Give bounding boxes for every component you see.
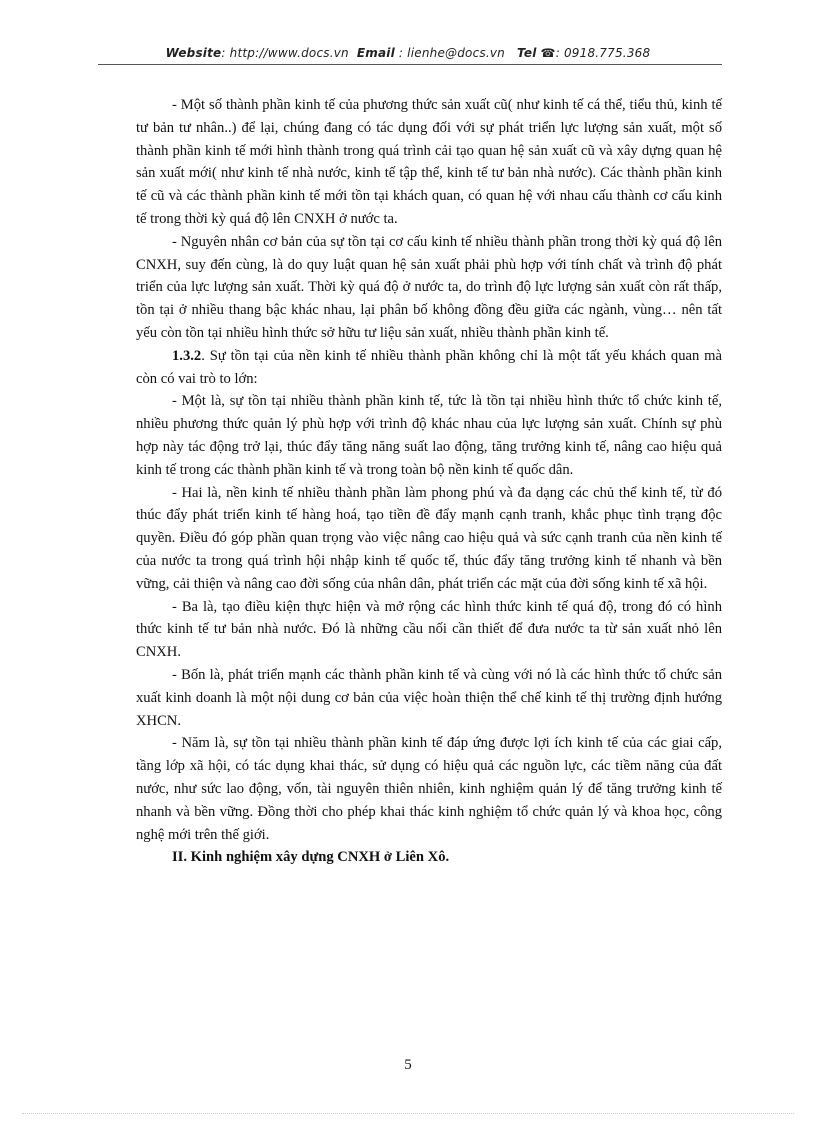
section-heading-ii: II. Kinh nghiệm xây dựng CNXH ở Liên Xô. — [172, 849, 450, 866]
role-item-2: - Hai là, nền kinh tế nhiều thành phần làm phong phú và đa dạng các chủ thể kinh tế, từ đó thúc đẩy phát triển kinh tế hàng hoá, tạo tiền đề đẩy mạnh cạnh tranh, khắc phục tình trạng độc quyền. Điều đó góp phần quan trọng vào việc nâng cao hiệu quả và sức cạnh tranh của nền kinh tế của nước ta trong quá trình hội nhập kinh tế quốc tế, thúc đẩy tăng trưởng kinh tế nhanh và bền vững, cải thiện và nâng cao đời sống của nhân dân, phát triển các mặt của đời sống kinh tế xã hội. — [136, 484, 722, 592]
section-intro: . Sự tồn tại của nền kinh tế nhiều thành phần không chỉ là một tất yếu khách quan mà còn có vai trò to lớn: — [136, 347, 722, 387]
page-header — [0, 46, 816, 60]
phone-icon: ☎ — [540, 46, 556, 60]
document-body — [136, 94, 722, 869]
paragraph-old-sectors: - Một số thành phần kinh tế của phương thức sản xuất cũ( như kinh tế cá thể, tiểu thủ, kinh tế tư bản tư nhân..) để lại, chúng đang có tác dụng đối với sự phát triển lực lượng sản xuất, một số thành phần kinh tế mới hình thành trong quá trình cải tạo quan hệ sản xuất cũ và xây dựng quan hệ sản xuất mới( như kinh tế nhà nước, kinh tế tập thể, kinh tế tư bản nhà nước). Các thành phần kinh tế cũ và các thành phần kinh tế mới tồn tại khách quan, có quan hệ với nhau cấu thành cơ cấu kinh tế trong thời kỳ quá độ lên CNXH ở nước ta. — [136, 97, 722, 227]
tel-label: Tel — [517, 46, 537, 60]
tel-number: : 0918.775.368 — [555, 46, 651, 60]
role-item-5: - Năm là, sự tồn tại nhiều thành phần kinh tế đáp ứng được lợi ích kinh tế của các giai cấp, tầng lớp xã hội, có tác dụng khai thác, sử dụng có hiệu quả các nguồn lực, các tiềm năng của đất nước, như sức lao động, vốn, tài nguyên thiên nhiên, kinh nghiệm quản lý để tăng trưởng kinh tế nhanh và bền vững. Đồng thời cho phép khai thác kinh nghiệm tổ chức quản lý và khoa học, công nghệ mới trên thế giới. — [136, 735, 722, 843]
email-label: Email — [356, 46, 395, 60]
section-number: 1.3.2 — [172, 347, 202, 364]
email-address[interactable]: : lienhe@docs.vn — [398, 46, 505, 60]
role-item-3: - Ba là, tạo điều kiện thực hiện và mở rộng các hình thức kinh tế quá độ, trong đó có hình thức kinh tế tư bản nhà nước. Đó là những cầu nối cần thiết để đưa nước ta từ sản xuất nhỏ lên CNXH. — [136, 598, 722, 661]
page-number: 5 — [404, 1057, 412, 1073]
role-item-4: - Bốn là, phát triển mạnh các thành phần kinh tế và cùng với nó là các hình thức tổ chức sản xuất kinh doanh là một nội dung cơ bản của việc hoàn thiện thể chế kinh tế thị trường định hướng XHCN. — [136, 666, 722, 729]
paragraph-root-cause: - Nguyên nhân cơ bản của sự tồn tại cơ cấu kinh tế nhiều thành phần trong thời kỳ quá độ lên CNXH, suy đến cùng, là do quy luật quan hệ sản xuất phải phù hợp với tính chất và trình độ phát triển của lực lượng sản xuất. Thời kỳ quá độ ở nước ta, do trình độ lực lượng sản xuất còn rất thấp, tồn tại ở nhiều thang bậc khác nhau, lại phân bố không đồng đều giữa các ngành, vùng… nên tất yếu còn tồn tại nhiều hình thức sở hữu tư liệu sản xuất, nhiều thành phần kinh tế. — [136, 233, 722, 341]
website-url[interactable]: : http://www.docs.vn — [221, 46, 349, 60]
footer-divider — [22, 1113, 794, 1114]
header-divider — [98, 64, 722, 65]
section-1-3-2 — [136, 345, 722, 391]
website-label: Website — [165, 46, 222, 60]
role-item-1: - Một là, sự tồn tại nhiều thành phần kinh tế, tức là tồn tại nhiều hình thức tổ chức kinh tế, nhiều phương thức quản lý phù hợp với trình độ khác nhau của lực lượng sản xuất. Chính sự phù hợp này tác động trở lại, thúc đẩy tăng năng suất lao động, tăng trưởng kinh tế, nâng cao hiệu quả kinh tế trong các thành phần kinh tế và trong toàn bộ nền kinh tế quốc dân. — [136, 393, 722, 478]
